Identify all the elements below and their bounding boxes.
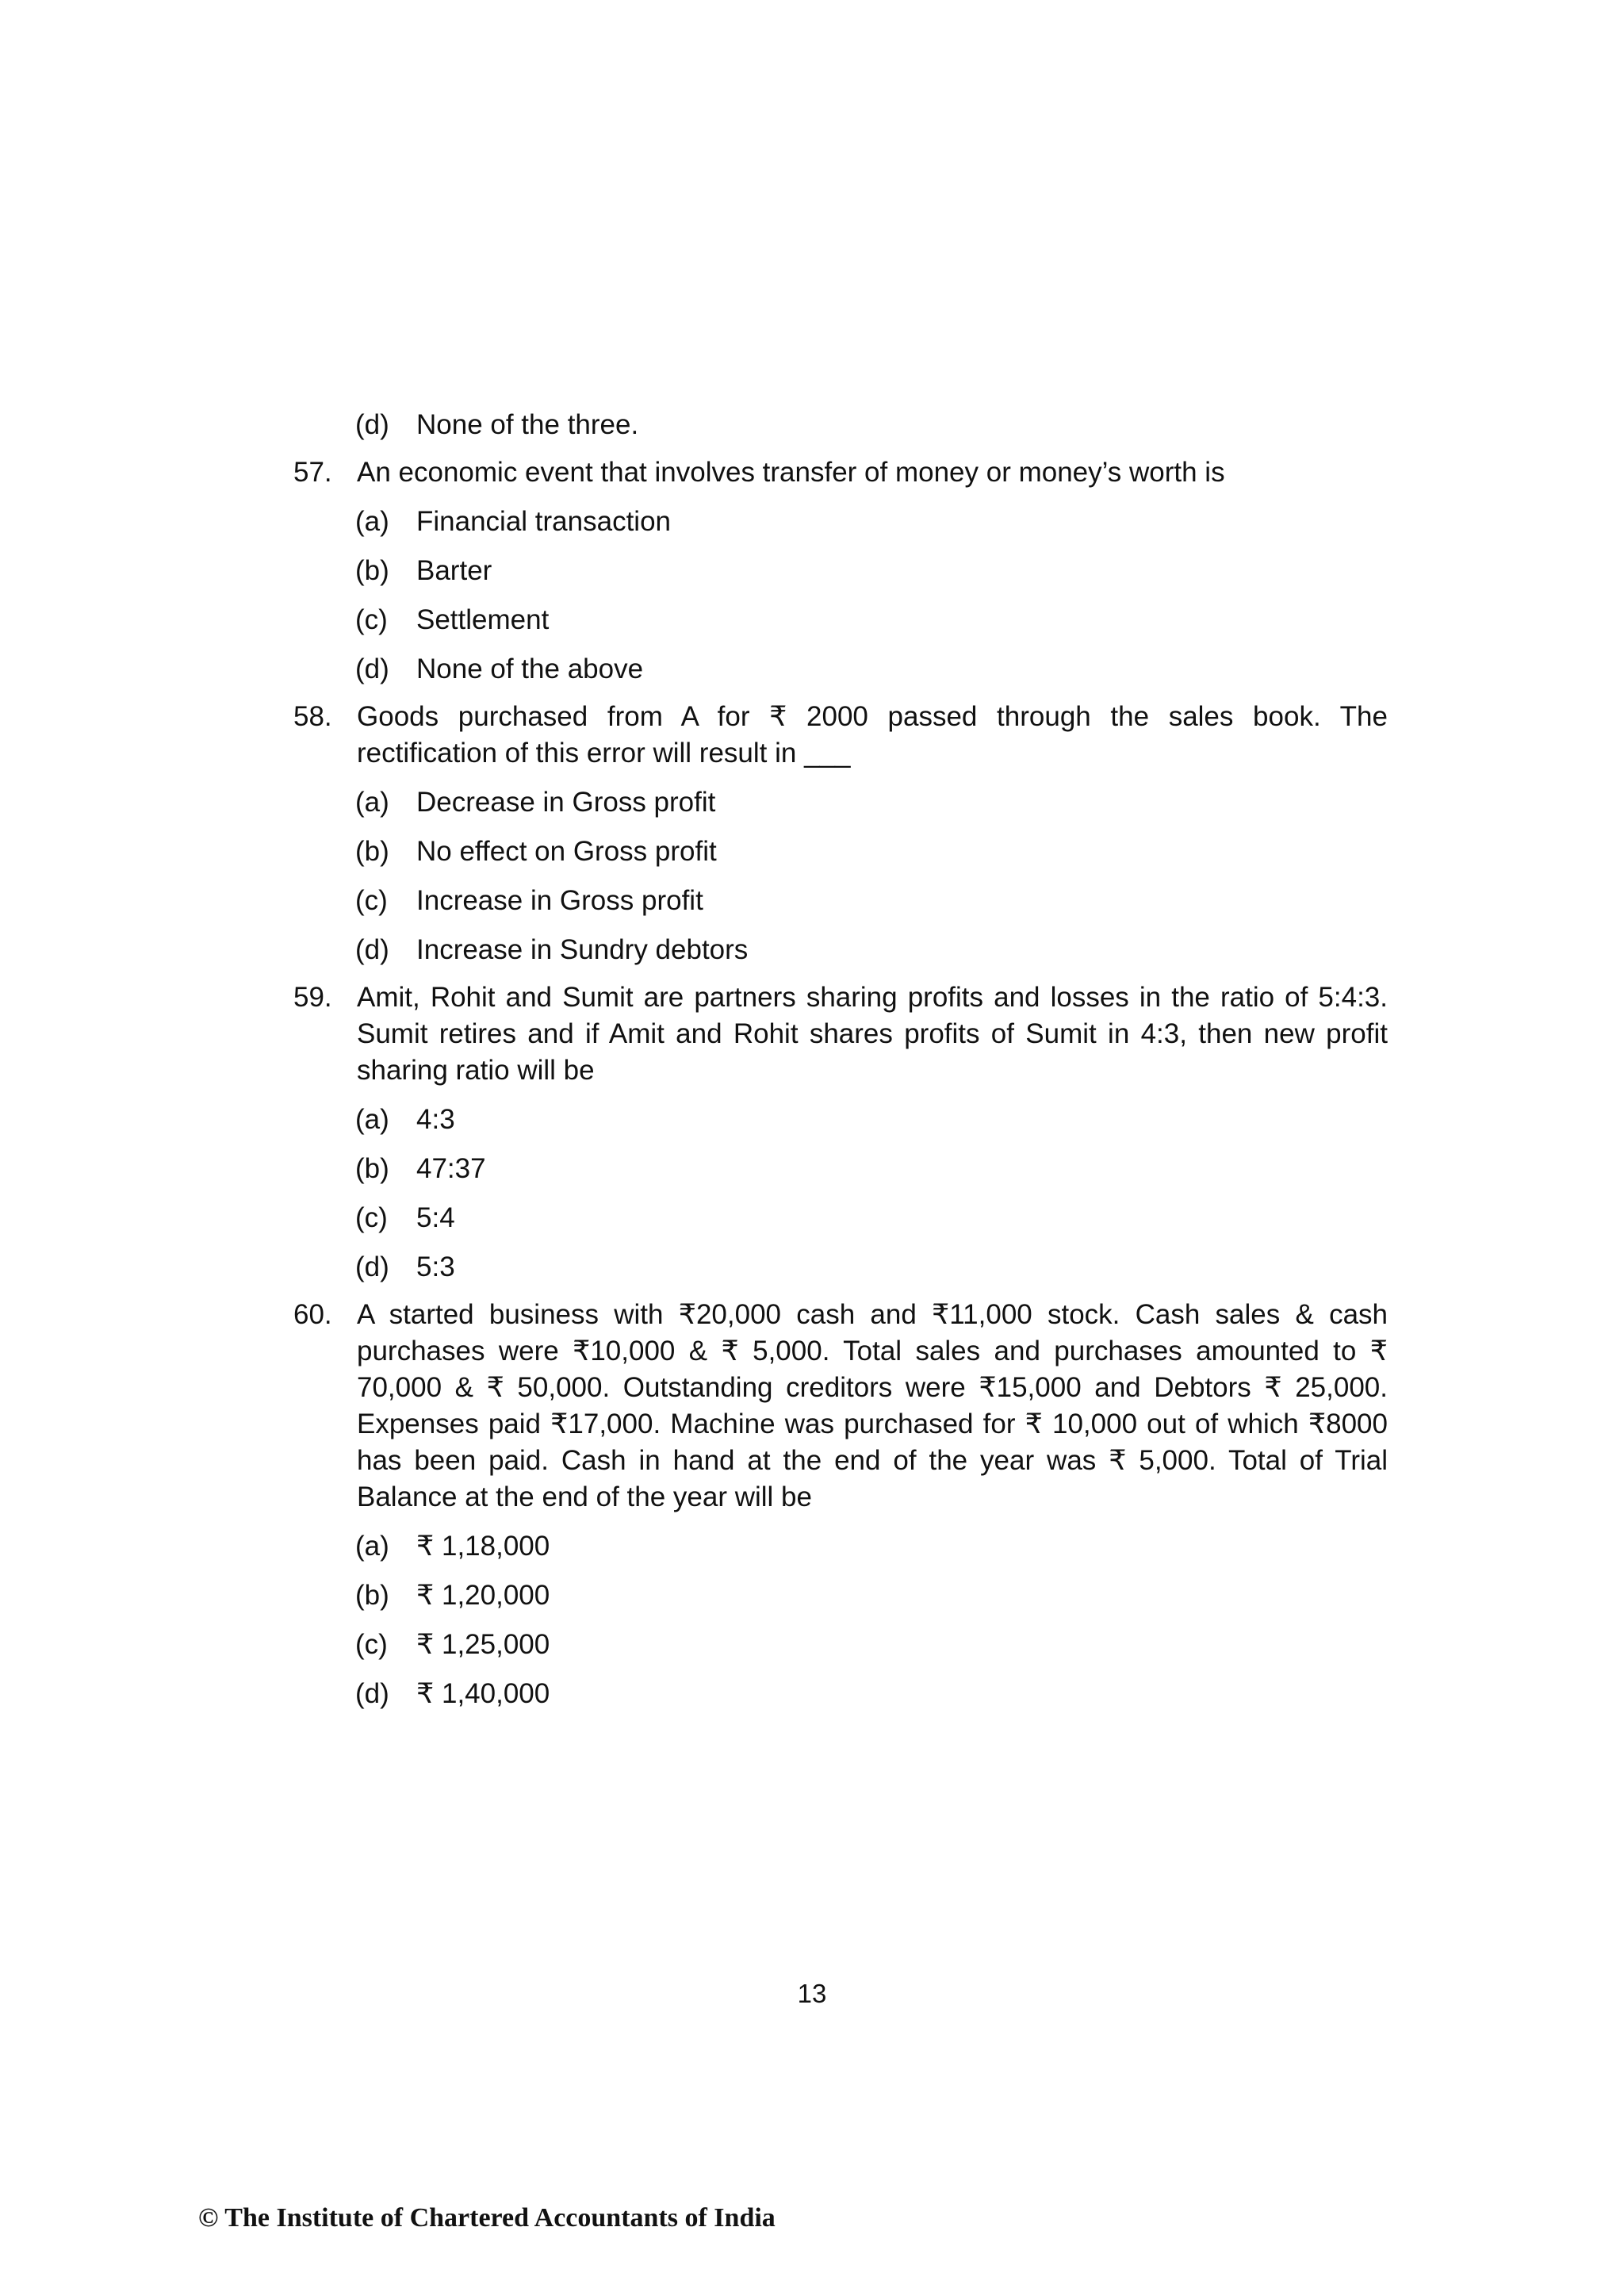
option-text: No effect on Gross profit (416, 836, 717, 867)
option-label: (a) (355, 1104, 389, 1135)
option-item (293, 1528, 1388, 1565)
option-item (293, 553, 1388, 589)
option-text: None of the three. (416, 409, 639, 440)
question-number: 60. (293, 1299, 332, 1330)
option-text: 47:37 (416, 1153, 486, 1184)
question-text: An economic event that involves transfer of money or money’s worth is (357, 457, 1225, 488)
option-item (293, 1200, 1388, 1236)
option-text: Settlement (416, 604, 550, 635)
option-label: (c) (355, 604, 388, 635)
option-item (293, 784, 1388, 821)
option-text: Increase in Sundry debtors (416, 934, 749, 965)
option-text: Financial transaction (416, 506, 671, 537)
option-label: (d) (355, 1251, 389, 1282)
option-item (293, 1151, 1388, 1187)
option-label: (b) (355, 836, 389, 867)
question-number: 59. (293, 982, 332, 1013)
option-item (293, 1577, 1388, 1614)
question-text: Goods purchased from A for ₹ 2000 passed through the sales book. The rectification of this error will result in ___ (357, 701, 1388, 769)
option-text: ₹ 1,25,000 (416, 1629, 550, 1660)
question-57 (293, 454, 1388, 491)
option-label: (c) (355, 885, 388, 916)
option-item (293, 932, 1388, 968)
option-item (293, 1249, 1388, 1286)
option-item (293, 1676, 1388, 1712)
question-60 (293, 1297, 1388, 1516)
option-label: (c) (355, 1202, 388, 1233)
option-label: (b) (355, 555, 389, 586)
option-item (293, 1102, 1388, 1138)
question-59 (293, 979, 1388, 1089)
question-number: 58. (293, 701, 332, 732)
option-item (293, 651, 1388, 688)
option-label: (b) (355, 1153, 389, 1184)
option-label: (d) (355, 654, 389, 684)
option-label: (b) (355, 1580, 389, 1611)
option-label: (d) (355, 409, 389, 440)
question-58 (293, 699, 1388, 772)
option-text: 4:3 (416, 1104, 455, 1135)
option-text: Decrease in Gross profit (416, 787, 716, 818)
option-item (293, 834, 1388, 870)
option-text: Barter (416, 555, 492, 586)
question-text: Amit, Rohit and Sumit are partners sharing profits and losses in the ratio of 5:4:3. Sumit retires and if Amit and Rohit shares profits of Sumit in 4:3, then new profit sharing ratio will be (357, 982, 1388, 1086)
option-label: (a) (355, 1531, 389, 1562)
option-text: ₹ 1,40,000 (416, 1678, 550, 1709)
option-text: 5:3 (416, 1251, 455, 1282)
page-number: 13 (797, 1979, 827, 2008)
option-text: ₹ 1,20,000 (416, 1580, 550, 1611)
option-text: None of the above (416, 654, 644, 684)
footer-copyright: © The Institute of Chartered Accountants of India (198, 2203, 776, 2233)
option-item (293, 602, 1388, 638)
question-text: A started business with ₹20,000 cash and ₹11,000 stock. Cash sales & cash purchases were ₹10,000 & ₹ 5,000. Total sales and purchases amounted to ₹ 70,000 & ₹ 50,000. Outstanding creditors were ₹15,000 and Debtors ₹ 25,000. Expenses paid ₹17,000. Machine was purchased for ₹ 10,000 out of which ₹8000 has been paid. Cash in hand at the end of the year was ₹ 5,000. Total of Trial Balance at the end of the year will be (357, 1299, 1388, 1512)
option-item (293, 504, 1388, 540)
option-item (293, 407, 1388, 443)
option-label: (d) (355, 934, 389, 965)
option-label: (c) (355, 1629, 388, 1660)
option-text: ₹ 1,18,000 (416, 1531, 550, 1562)
option-text: Increase in Gross profit (416, 885, 703, 916)
option-label: (a) (355, 506, 389, 537)
option-label: (d) (355, 1678, 389, 1709)
question-list (293, 394, 1388, 1712)
option-text: 5:4 (416, 1202, 455, 1233)
option-item (293, 1627, 1388, 1663)
option-item (293, 883, 1388, 919)
option-label: (a) (355, 787, 389, 818)
question-number: 57. (293, 457, 332, 488)
